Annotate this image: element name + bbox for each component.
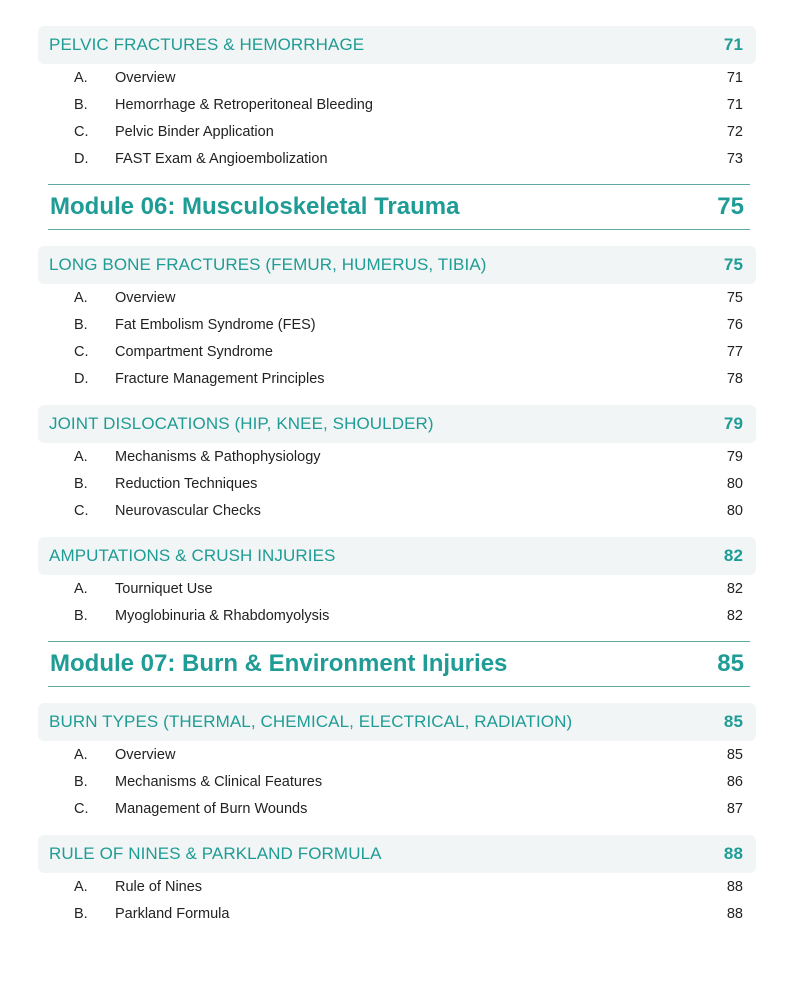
- entry-letter: A.: [74, 581, 88, 597]
- entry-letter: B.: [74, 317, 88, 333]
- entry-letter: B.: [74, 906, 88, 922]
- entry-page-number: 73: [726, 151, 743, 167]
- section-page-number: 82: [723, 546, 743, 565]
- entry-letter: C.: [74, 503, 89, 519]
- toc-entry[interactable]: [38, 65, 756, 92]
- section-title: LONG BONE FRACTURES (FEMUR, HUMERUS, TIBIA): [49, 255, 487, 274]
- entry-page-number: 82: [726, 608, 743, 624]
- toc-section-amputations: [38, 537, 756, 630]
- entry-page-number: 86: [726, 774, 743, 790]
- entry-letter: B.: [74, 774, 88, 790]
- entry-letter: D.: [74, 151, 89, 167]
- entry-label: Parkland Formula: [115, 906, 230, 922]
- entry-page-number: 77: [726, 344, 743, 360]
- entry-label: Pelvic Binder Application: [115, 124, 274, 140]
- toc-section-long-bone-fractures: [38, 246, 756, 393]
- toc-section-burn-types: [38, 703, 756, 823]
- entry-page-number: 75: [726, 290, 743, 306]
- entry-letter: C.: [74, 344, 89, 360]
- toc-section-header[interactable]: [38, 26, 756, 64]
- module-page-number: 85: [717, 650, 744, 677]
- toc-section-rule-of-nines: [38, 835, 756, 928]
- entry-page-number: 76: [726, 317, 743, 333]
- section-page-number: 75: [723, 255, 743, 274]
- module-heading-07[interactable]: [48, 641, 750, 687]
- toc-entry[interactable]: [38, 796, 756, 823]
- entry-page-number: 80: [726, 476, 743, 492]
- entry-letter: C.: [74, 801, 89, 817]
- toc-entry[interactable]: [38, 769, 756, 796]
- entry-label: FAST Exam & Angioembolization: [115, 151, 328, 167]
- toc-entry[interactable]: [38, 874, 756, 901]
- entry-page-number: 71: [726, 70, 743, 86]
- section-title: BURN TYPES (THERMAL, CHEMICAL, ELECTRICAL, RADIATION): [49, 712, 573, 731]
- toc-section-joint-dislocations: [38, 405, 756, 525]
- toc-section-header[interactable]: [38, 703, 756, 741]
- entry-page-number: 80: [726, 503, 743, 519]
- toc-section-header[interactable]: [38, 246, 756, 284]
- toc-entry[interactable]: [38, 366, 756, 393]
- entry-page-number: 82: [726, 581, 743, 597]
- entry-letter: A.: [74, 290, 88, 306]
- toc-entry[interactable]: [38, 742, 756, 769]
- entry-letter: D.: [74, 371, 89, 387]
- entry-page-number: 88: [726, 879, 743, 895]
- entry-label: Fat Embolism Syndrome (FES): [115, 317, 316, 333]
- toc-entry[interactable]: [38, 312, 756, 339]
- entry-label: Mechanisms & Clinical Features: [115, 774, 323, 790]
- entry-label: Tourniquet Use: [115, 581, 213, 597]
- entry-page-number: 85: [726, 747, 743, 763]
- section-title: AMPUTATIONS & CRUSH INJURIES: [49, 546, 336, 565]
- module-title: Module 07: Burn & Environment Injuries: [50, 650, 508, 677]
- section-title: JOINT DISLOCATIONS (HIP, KNEE, SHOULDER): [49, 414, 434, 433]
- entry-page-number: 88: [726, 906, 743, 922]
- toc-entry[interactable]: [38, 119, 756, 146]
- section-title: PELVIC FRACTURES & HEMORRHAGE: [49, 35, 365, 54]
- section-page-number: 79: [723, 414, 743, 433]
- entry-label: Hemorrhage & Retroperitoneal Bleeding: [115, 97, 373, 113]
- module-title: Module 06: Musculoskeletal Trauma: [50, 193, 460, 220]
- entry-label: Neurovascular Checks: [115, 503, 261, 519]
- entry-label: Reduction Techniques: [115, 476, 258, 492]
- toc-entry[interactable]: [38, 603, 756, 630]
- toc-section-header[interactable]: [38, 405, 756, 443]
- toc-entry[interactable]: [38, 92, 756, 119]
- entry-label: Overview: [115, 747, 176, 763]
- module-page-number: 75: [717, 193, 744, 220]
- entry-letter: A.: [74, 449, 88, 465]
- entry-letter: A.: [74, 70, 88, 86]
- toc-entry[interactable]: [38, 576, 756, 603]
- toc-section-pelvic-fractures: [38, 26, 756, 173]
- toc-entry[interactable]: [38, 339, 756, 366]
- entry-page-number: 78: [726, 371, 743, 387]
- toc-entry[interactable]: [38, 146, 756, 173]
- toc-entry[interactable]: [38, 444, 756, 471]
- section-page-number: 88: [723, 844, 743, 863]
- entry-letter: B.: [74, 476, 88, 492]
- toc-entry[interactable]: [38, 901, 756, 928]
- toc-entry[interactable]: [38, 471, 756, 498]
- entry-page-number: 71: [726, 97, 743, 113]
- entry-label: Overview: [115, 70, 176, 86]
- entry-label: Overview: [115, 290, 176, 306]
- entry-page-number: 87: [726, 801, 743, 817]
- entry-letter: B.: [74, 608, 88, 624]
- module-heading-06[interactable]: [48, 184, 750, 230]
- entry-label: Rule of Nines: [115, 879, 203, 895]
- entry-letter: A.: [74, 879, 88, 895]
- entry-letter: B.: [74, 97, 88, 113]
- section-page-number: 85: [723, 712, 743, 731]
- entry-label: Mechanisms & Pathophysiology: [115, 449, 321, 465]
- entry-page-number: 72: [726, 124, 743, 140]
- entry-label: Management of Burn Wounds: [115, 801, 308, 817]
- entry-letter: A.: [74, 747, 88, 763]
- entry-label: Fracture Management Principles: [115, 371, 325, 387]
- entry-letter: C.: [74, 124, 89, 140]
- toc-section-header[interactable]: [38, 537, 756, 575]
- entry-label: Compartment Syndrome: [115, 344, 273, 360]
- entry-page-number: 79: [726, 449, 743, 465]
- toc-entry[interactable]: [38, 285, 756, 312]
- section-page-number: 71: [723, 35, 743, 54]
- toc-section-header[interactable]: [38, 835, 756, 873]
- toc-entry[interactable]: [38, 498, 756, 525]
- entry-label: Myoglobinuria & Rhabdomyolysis: [115, 608, 330, 624]
- section-title: RULE OF NINES & PARKLAND FORMULA: [49, 844, 382, 863]
